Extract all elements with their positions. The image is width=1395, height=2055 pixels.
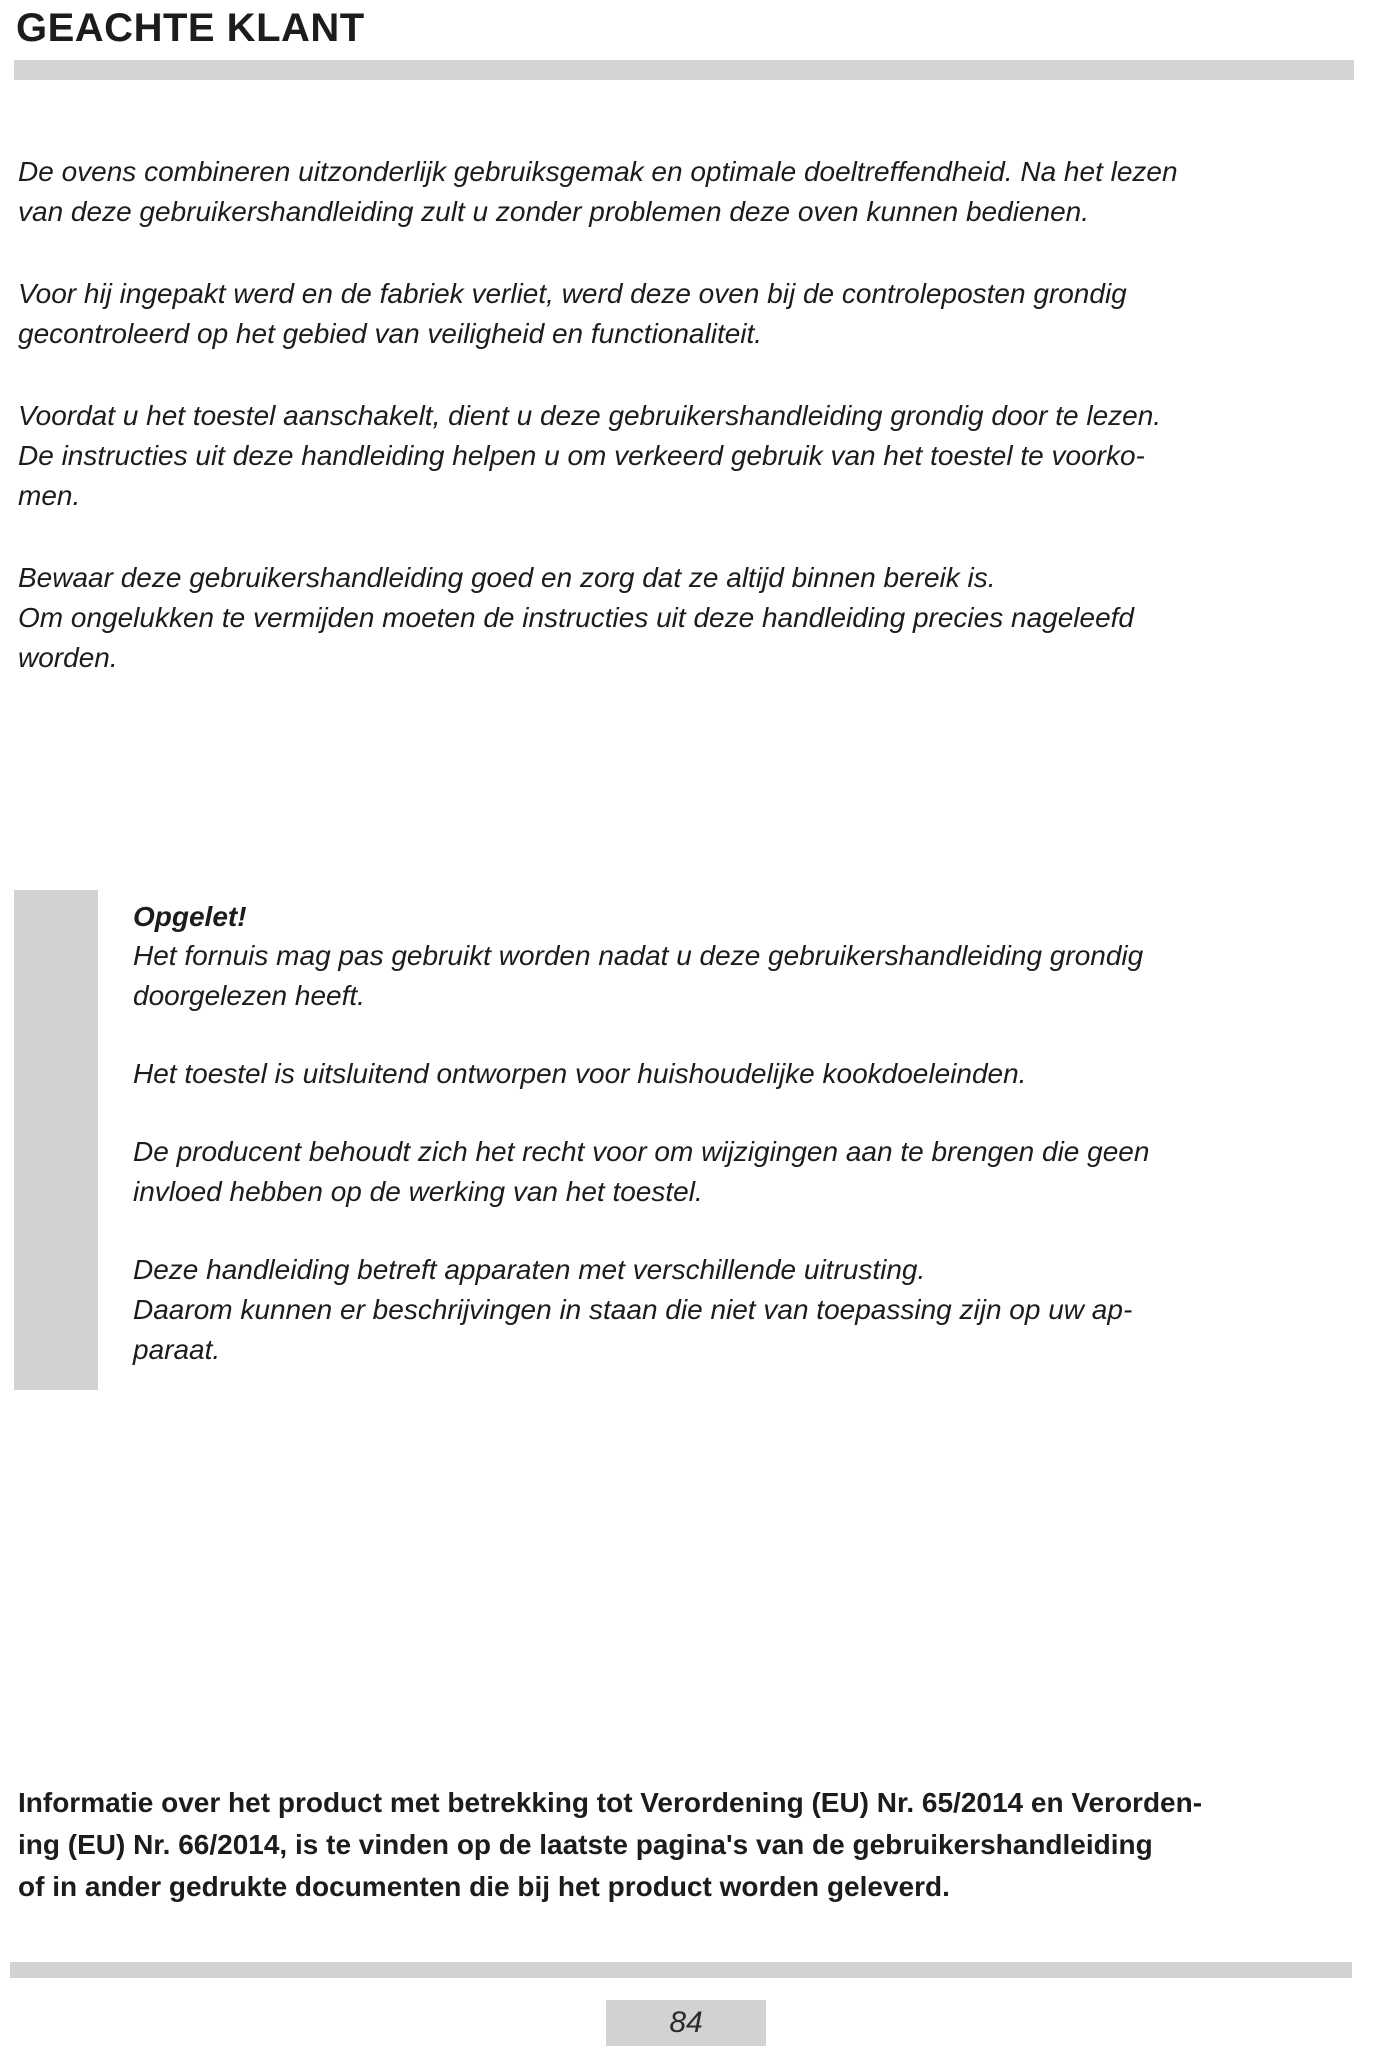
warning-side-bar [14, 890, 98, 1390]
text-line: gecontroleerd op het gebied van veiligheid en functionaliteit. [18, 318, 763, 349]
text-line: Voordat u het toestel aanschakelt, dient u deze gebruikershandleiding grondig door te lezen. [18, 400, 1162, 431]
warning-paragraph [133, 1132, 1363, 1212]
text-line: De instructies uit deze handleiding helpen u om verkeerd gebruik van het toestel te voorko- [18, 440, 1145, 471]
header-divider [14, 60, 1354, 80]
text-line: De producent behoudt zich het recht voor om wijzigingen aan te brengen die geen [133, 1136, 1150, 1167]
text-line: Voor hij ingepakt werd en de fabriek verliet, werd deze oven bij de controleposten grondig [18, 278, 1127, 309]
text-line: of in ander gedrukte documenten die bij het product worden geleverd. [18, 1871, 950, 1902]
intro-paragraph [18, 274, 1363, 354]
page-number: 84 [669, 2006, 703, 2039]
intro-section [18, 152, 1363, 720]
warning-paragraph [133, 1054, 1363, 1094]
warning-title: Opgelet! [133, 901, 247, 932]
text-line: Het fornuis mag pas gebruikt worden nadat u deze gebruikershandleiding grondig [133, 940, 1144, 971]
text-line: men. [18, 480, 81, 511]
text-line: paraat. [133, 1334, 221, 1365]
footer-divider [10, 1962, 1352, 1978]
text-line: ing (EU) Nr. 66/2014, is te vinden op de laatste pagina's van de gebruikershandleiding [18, 1829, 1153, 1860]
text-line: De ovens combineren uitzonderlijk gebruiksgemak en optimale doeltreffendheid. Na het lezen [18, 156, 1178, 187]
text-line: doorgelezen heeft. [133, 980, 365, 1011]
warning-box [133, 898, 1363, 1408]
page-number-box [606, 2000, 766, 2046]
text-line: Het toestel is uitsluitend ontworpen voor huishoudelijke kookdoeleinden. [133, 1058, 1027, 1089]
intro-paragraph [18, 152, 1363, 232]
text-line: Om ongelukken te vermijden moeten de instructies uit deze handleiding precies nageleefd [18, 602, 1135, 633]
text-line: Daarom kunnen er beschrijvingen in staan die niet van toepassing zijn op uw ap- [133, 1294, 1133, 1325]
warning-paragraph [133, 936, 1363, 1016]
text-line: Deze handleiding betreft apparaten met verschillende uitrusting. [133, 1254, 926, 1285]
intro-paragraph [18, 558, 1363, 678]
text-line: van deze gebruikershandleiding zult u zonder problemen deze oven kunnen bedienen. [18, 196, 1089, 227]
text-line: worden. [18, 642, 118, 673]
warning-paragraph [133, 1250, 1363, 1370]
text-line: Informatie over het product met betrekking tot Verordening (EU) Nr. 65/2014 en Verorden- [18, 1787, 1203, 1818]
product-info-notice [18, 1782, 1388, 1908]
page-title: GEACHTE KLANT [16, 6, 365, 50]
text-line: invloed hebben op de werking van het toestel. [133, 1176, 703, 1207]
text-line: Bewaar deze gebruikershandleiding goed en zorg dat ze altijd binnen bereik is. [18, 562, 996, 593]
intro-paragraph [18, 396, 1363, 516]
